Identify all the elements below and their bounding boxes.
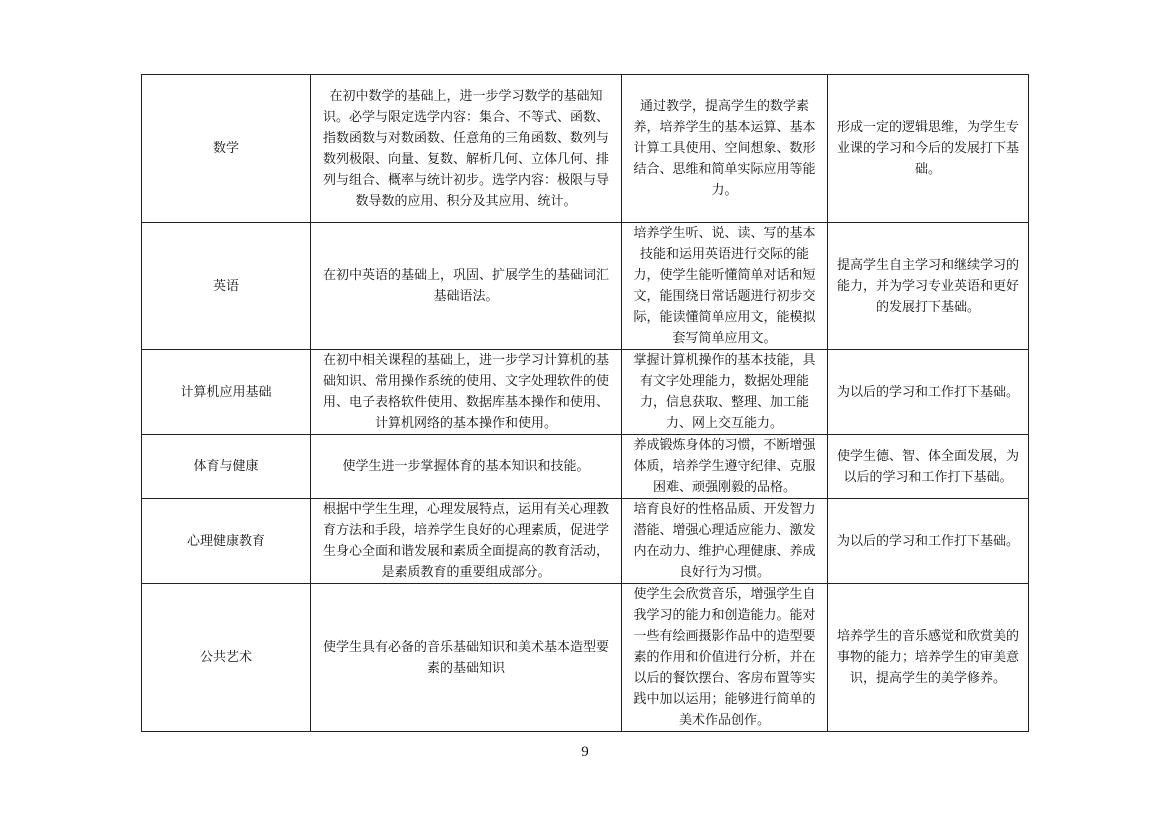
objective-cell: 通过教学，提高学生的数学素养，培养学生的基本运算、基本计算工具使用、空间想象、数形结合、思维和简单实际应用等能力。 [622,75,828,223]
table-row [142,223,1029,350]
goal-cell: 使学生德、智、体全面发展，为以后的学习和工作打下基础。 [828,435,1029,499]
subject-cell: 公共艺术 [142,584,311,732]
content-cell: 使学生进一步掌握体育的基本知识和技能。 [311,435,622,499]
content-cell: 在初中相关课程的基础上，进一步学习计算机的基础知识、常用操作系统的使用、文字处理软件的使用、电子表格软件使用、数据库基本操作和使用、计算机网络的基本操作和使用。 [311,350,622,435]
objective-cell: 养成锻炼身体的习惯，不断增强体质，培养学生遵守纪律、克服困难、顽强刚毅的品格。 [622,435,828,499]
goal-cell: 培养学生的音乐感觉和欣赏美的事物的能力；培养学生的审美意识，提高学生的美学修养。 [828,584,1029,732]
table-row [142,75,1029,223]
objective-cell: 使学生会欣赏音乐，增强学生自我学习的能力和创造能力。能对一些有绘画摄影作品中的造型要素的作用和价值进行分析，并在以后的餐饮摆台、客房布置等实践中加以运用；能够进行简单的美术作品创作。 [622,584,828,732]
subject-cell: 计算机应用基础 [142,350,311,435]
table-row [142,435,1029,499]
curriculum-table [141,74,1029,732]
goal-cell: 为以后的学习和工作打下基础。 [828,499,1029,584]
subject-cell: 英语 [142,223,311,350]
subject-cell: 体育与健康 [142,435,311,499]
goal-cell: 提高学生自主学习和继续学习的能力，并为学习专业英语和更好的发展打下基础。 [828,223,1029,350]
objective-cell: 掌握计算机操作的基本技能，具有文字处理能力，数据处理能力，信息获取、整理、加工能力、网上交互能力。 [622,350,828,435]
table-row [142,350,1029,435]
content-cell: 在初中英语的基础上，巩固、扩展学生的基础词汇基础语法。 [311,223,622,350]
goal-cell: 形成一定的逻辑思维，为学生专业课的学习和今后的发展打下基础。 [828,75,1029,223]
table-row [142,499,1029,584]
table-row [142,584,1029,732]
subject-cell: 心理健康教育 [142,499,311,584]
page-number: 9 [581,744,589,760]
subject-cell: 数学 [142,75,311,223]
content-cell: 在初中数学的基础上，进一步学习数学的基础知识。必学与限定选学内容：集合、不等式、函数、指数函数与对数函数、任意角的三角函数、数列与数列极限、向量、复数、解析几何、立体几何、排列与组合、概率与统计初步。选学内容：极限与导数导数的应用、积分及其应用、统计。 [311,75,622,223]
goal-cell: 为以后的学习和工作打下基础。 [828,350,1029,435]
content-cell: 根据中学生生理，心理发展特点，运用有关心理教育方法和手段，培养学生良好的心理素质，促进学生身心全面和谐发展和素质全面提高的教育活动，是素质教育的重要组成部分。 [311,499,622,584]
objective-cell: 培养学生听、说、读、写的基本技能和运用英语进行交际的能力，使学生能听懂简单对话和短文，能围绕日常话题进行初步交际，能读懂简单应用文，能模拟套写简单应用文。 [622,223,828,350]
content-cell: 使学生具有必备的音乐基础知识和美术基本造型要素的基础知识 [311,584,622,732]
objective-cell: 培育良好的性格品质、开发智力潜能、增强心理适应能力、激发内在动力、维护心理健康、养成良好行为习惯。 [622,499,828,584]
